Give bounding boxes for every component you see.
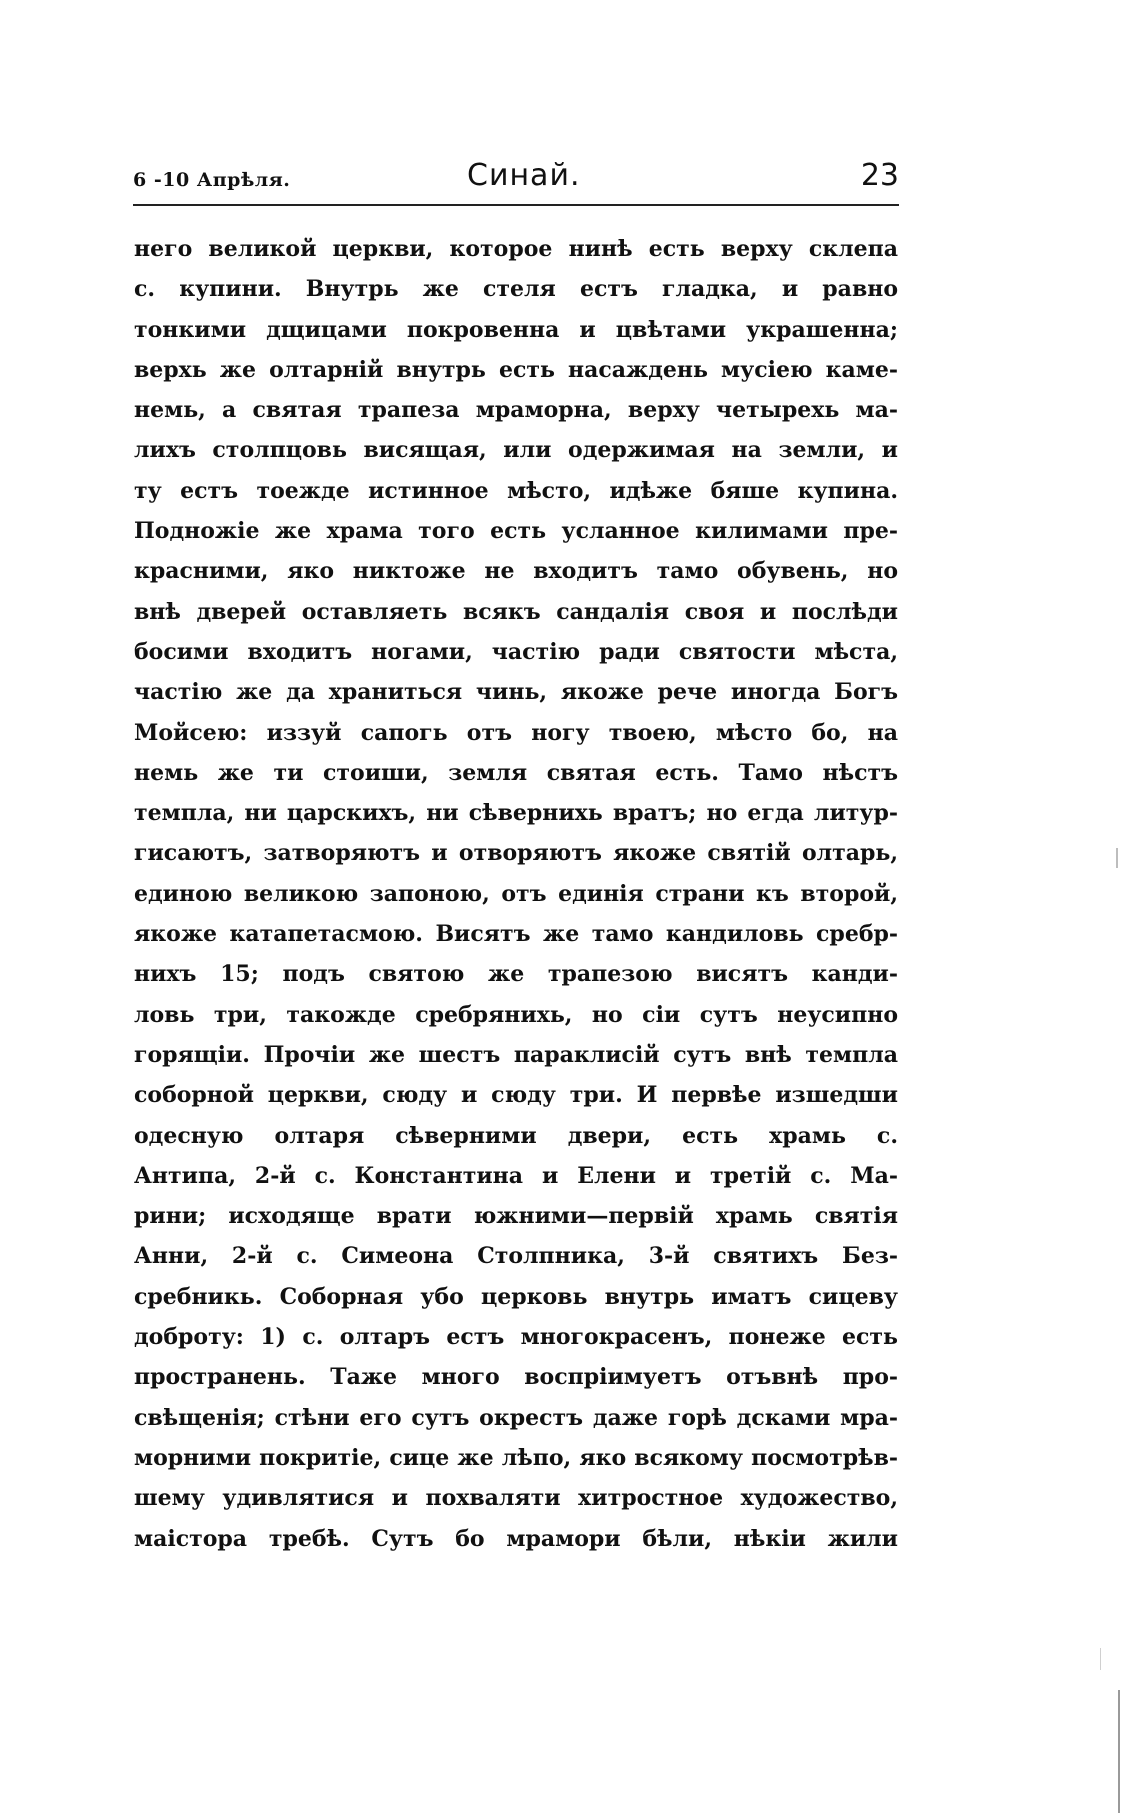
text-line: немь, а святая трапеза мраморна, верху четырехь ма- <box>134 397 898 424</box>
header-title: Синай. <box>467 158 581 193</box>
running-header <box>133 158 899 204</box>
text-line: немь же ти стоиши, земля святая есть. Тамо нѣстъ <box>134 759 898 786</box>
text-line: доброту: 1) с. олтаръ естъ многокрасенъ, понеже есть <box>134 1324 898 1351</box>
text-line: частію же да храниться чинь, якоже рече иногда Богъ <box>134 679 898 706</box>
text-line: соборной церкви, сюду и сюду три. И первѣе изшедши <box>134 1082 898 1109</box>
text-line: сребникь. Соборная убо церковь внутрь иматъ сицеву <box>134 1283 898 1310</box>
text-line: рини; исходяще врати южними—первій храмь святія <box>134 1203 898 1230</box>
body-text <box>134 229 898 1559</box>
text-line: нихъ 15; подъ святою же трапезою висятъ канди- <box>134 961 898 988</box>
page-number: 23 <box>860 158 899 193</box>
text-line: шему удивлятися и похваляти хитростное художество, <box>134 1485 898 1512</box>
scan-margin-mark <box>1116 848 1118 868</box>
text-line: маістора требѣ. Сутъ бо мрамори бѣли, нѣкіи жили <box>134 1525 898 1552</box>
text-line: лихъ столпцовь висящая, или одержимая на земли, и <box>134 437 898 464</box>
text-line: ту естъ тоежде истинное мѣсто, идѣже бяше купина. <box>134 477 898 504</box>
header-rule <box>133 204 899 206</box>
text-line: тонкими дщицами покровенна и цвѣтами украшенна; <box>134 316 898 343</box>
text-line: с. купини. Внутрь же стеля естъ гладка, и равно <box>134 276 898 303</box>
text-line: Подножіе же храма того есть усланное килимами пре- <box>134 518 898 545</box>
text-line: верхь же олтарній внутрь есть насаждень мусіею каме- <box>134 356 898 383</box>
text-line: горящіи. Прочіи же шестъ параклисій сутъ внѣ темпла <box>134 1041 898 1068</box>
text-line: якоже катапетасмою. Висятъ же тамо кандиловь сребр- <box>134 921 898 948</box>
text-line: босими входитъ ногами, частію ради святости мѣста, <box>134 638 898 665</box>
text-line: морними покритіе, сице же лѣпо, яко всякому посмотрѣв- <box>134 1444 898 1471</box>
text-line: темпла, ни царскихъ, ни сѣверниxь вратъ; но егда литур- <box>134 800 898 827</box>
header-date-range: 6 -10 Апрѣля. <box>133 169 291 191</box>
text-line: Анни, 2-й с. Симеона Столпника, 3-й святихъ Без- <box>134 1243 898 1270</box>
text-line: единою великою запоною, отъ единія страни къ второй, <box>134 880 898 907</box>
text-line: Антипа, 2-й с. Константина и Елени и третій с. Ма- <box>134 1162 898 1189</box>
text-line: одесную олтаря сѣверними двери, есть храмь с. <box>134 1122 898 1149</box>
text-line: Мойсею: иззуй сапогь отъ ногу твоею, мѣсто бо, на <box>134 719 898 746</box>
text-line: него великой церкви, которое нинѣ есть верху склепа <box>134 236 898 262</box>
text-line: свѣщенія; стѣни его сутъ окрестъ даже горѣ дсками мра- <box>134 1404 898 1431</box>
text-line: гисаютъ, затворяютъ и отворяютъ якоже святій олтарь, <box>134 840 898 867</box>
scan-margin-mark <box>1100 1648 1101 1670</box>
text-line: ловь три, такожде сребряниxь, но сіи сутъ неусипно <box>134 1001 898 1028</box>
text-line: пространень. Таже много воспріимуетъ отъвнѣ про- <box>134 1364 898 1391</box>
scan-edge-line <box>1118 1690 1120 1813</box>
text-line: красними, яко никтоже не входитъ тамо обувень, но <box>134 558 898 585</box>
text-line: внѣ дверей оставляеть всякъ сандалія своя и послѣди <box>134 598 898 625</box>
